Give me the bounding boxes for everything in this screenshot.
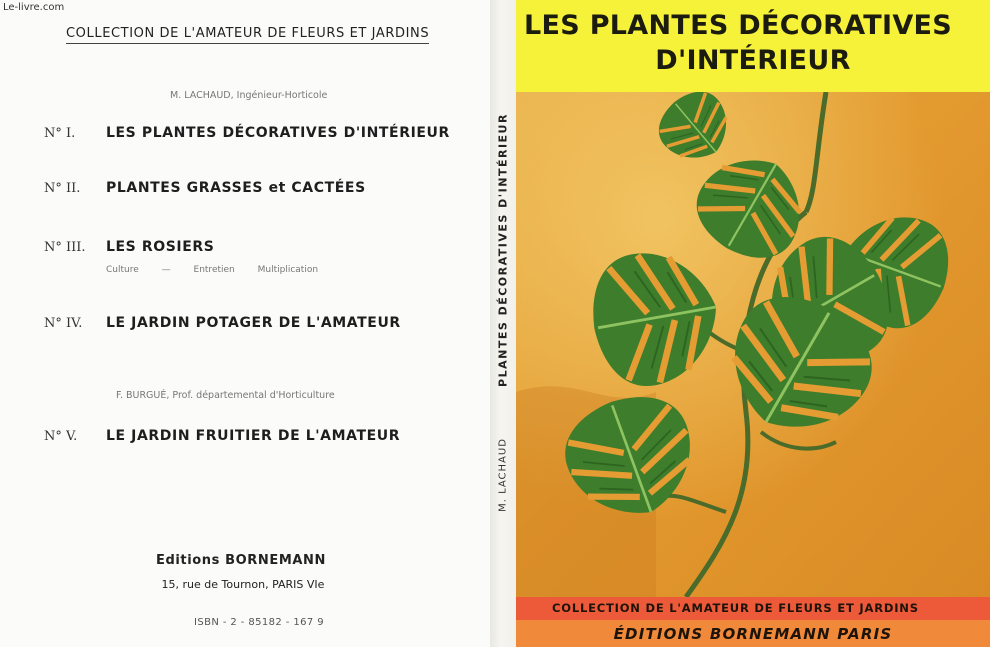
- entry-5: [44, 425, 400, 444]
- entry-title: LES ROSIERS: [106, 239, 215, 255]
- entry-number: N° I.: [44, 126, 76, 141]
- cover-title-line-1: LES PLANTES DÉCORATIVES: [524, 10, 953, 41]
- cover-title-line-2: D'INTÉRIEUR: [655, 45, 851, 76]
- spine-title: PLANTES DÉCORATIVES D'INTÉRIEUR: [496, 113, 510, 387]
- front-cover: [516, 0, 990, 647]
- publisher-name: Editions BORNEMANN: [155, 553, 327, 568]
- back-cover: [0, 0, 490, 647]
- rosiers-subtitle: [106, 265, 338, 275]
- sub-word: Entretien: [193, 265, 235, 275]
- author-credit-1: M. LACHAUD, Ingénieur-Horticole: [170, 90, 328, 101]
- entry-title: PLANTES GRASSES et CACTÉES: [106, 180, 366, 196]
- publisher-address: 15, rue de Tournon, PARIS VIe: [161, 578, 325, 591]
- sub-word: Multiplication: [257, 265, 319, 275]
- sub-word: Culture: [106, 265, 139, 275]
- entry-title: LES PLANTES DÉCORATIVES D'INTÉRIEUR: [106, 125, 450, 141]
- isbn: ISBN - 2 - 85182 - 167 9: [194, 617, 324, 628]
- sub-dash: —: [161, 265, 171, 275]
- entry-title: LE JARDIN FRUITIER DE L'AMATEUR: [106, 428, 401, 444]
- series-heading: COLLECTION DE L'AMATEUR DE FLEURS ET JARDINS: [66, 26, 429, 44]
- cover-publisher: ÉDITIONS BORNEMANN PARIS: [613, 625, 893, 643]
- entry-3: [44, 236, 214, 255]
- monstera-plant-illustration: [516, 92, 990, 597]
- entry-1: [44, 122, 450, 141]
- spine-author: M. LACHAUD: [497, 438, 509, 512]
- entry-number: N° II.: [44, 181, 81, 196]
- entry-4: [44, 312, 401, 331]
- entry-number: N° III.: [44, 240, 86, 255]
- author-credit-2: F. BURGUÉ, Prof. départemental d'Horticulture: [116, 390, 335, 401]
- watermark: Le-livre.com: [3, 2, 65, 13]
- entry-title: LE JARDIN POTAGER DE L'AMATEUR: [106, 315, 401, 331]
- entry-number: N° IV.: [44, 316, 83, 331]
- cover-series: COLLECTION DE L'AMATEUR DE FLEURS ET JARDINS: [552, 601, 919, 615]
- entry-2: [44, 177, 366, 196]
- entry-number: N° V.: [44, 429, 78, 444]
- cover-photo-monstera: [516, 92, 990, 597]
